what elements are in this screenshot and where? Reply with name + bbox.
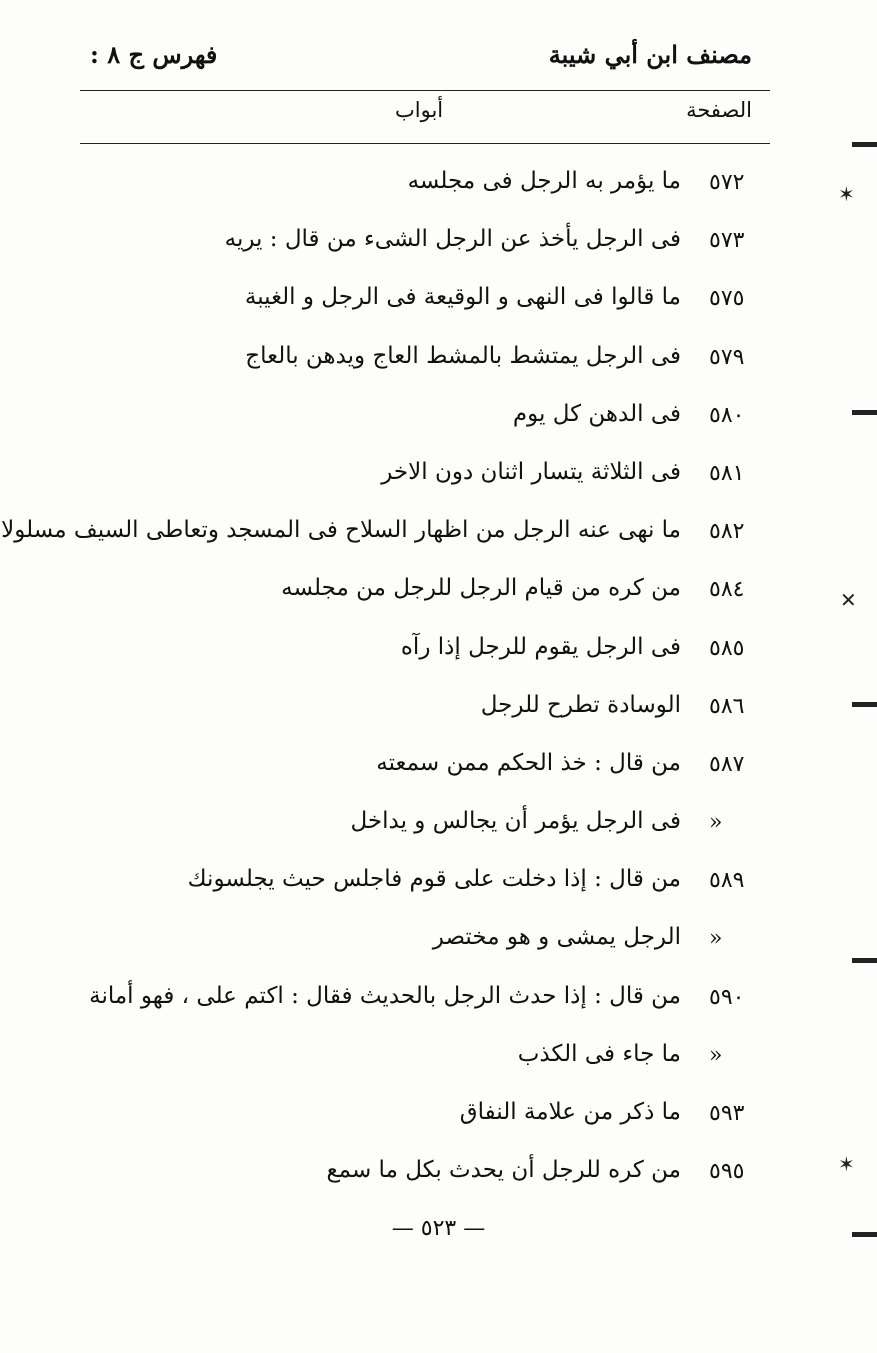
column-heading-chapters: أبواب bbox=[395, 98, 444, 122]
column-heading-rule bbox=[80, 143, 770, 144]
page-number-footer: — ٥٢٣ — bbox=[391, 1216, 486, 1241]
index-entry bbox=[0, 858, 877, 916]
entry-page-number: ٥٨١ bbox=[709, 460, 745, 486]
entry-page-number: ٥٨٢ bbox=[709, 519, 745, 545]
index-entry bbox=[0, 1149, 877, 1207]
margin-mark bbox=[852, 142, 877, 147]
margin-star-mark: ✶ bbox=[838, 1152, 855, 1176]
entry-page-number: ٥٨٩ bbox=[709, 868, 745, 894]
index-entry bbox=[0, 800, 877, 858]
margin-mark bbox=[852, 410, 877, 415]
index-entry bbox=[0, 218, 877, 276]
entry-title: فى الرجل يمتشط بالمشط العاج ويدهن بالعاج bbox=[245, 342, 681, 369]
index-entry bbox=[0, 742, 877, 800]
index-entry bbox=[0, 626, 877, 684]
entry-page-number: ٥٨٠ bbox=[709, 402, 745, 428]
index-entry bbox=[0, 451, 877, 509]
entry-page-number: ٥٨٦ bbox=[709, 693, 745, 719]
index-entry bbox=[0, 160, 877, 218]
index-entry bbox=[0, 684, 877, 742]
entry-title: فى الثلاثة يتسار اثنان دون الاخر bbox=[381, 458, 681, 485]
entry-title: فى الرجل يقوم للرجل إذا رآه bbox=[400, 633, 681, 660]
book-title: مصنف ابن أبي شيبة bbox=[548, 40, 752, 69]
index-entry bbox=[0, 975, 877, 1033]
entry-page-number: ٥٧٣ bbox=[709, 228, 745, 254]
entry-title: فى الدهن كل يوم bbox=[512, 400, 681, 427]
margin-star-mark: ✶ bbox=[838, 182, 855, 206]
entry-title: من قال : إذا حدث الرجل بالحديث فقال : اكتم على ، فهو أمانة bbox=[89, 982, 681, 1009]
entry-title: فى الرجل يؤمر أن يجالس و يداخل bbox=[350, 808, 681, 835]
entry-page-number: ٥٨٤ bbox=[709, 577, 745, 603]
entry-title: الوسادة تطرح للرجل bbox=[480, 691, 681, 718]
index-entry bbox=[0, 1033, 877, 1091]
entry-title: ما يؤمر به الرجل فى مجلسه bbox=[407, 168, 681, 194]
entry-title: من قال : خذ الحكم ممن سمعته bbox=[376, 749, 681, 776]
index-volume-label: فهرس ج ٨ : bbox=[90, 40, 218, 69]
entry-title: ما قالوا فى النهى و الوقيعة فى الرجل و الغيبة bbox=[244, 284, 681, 311]
entry-title: من قال : إذا دخلت على قوم فاجلس حيث يجلسونك bbox=[187, 866, 681, 893]
entry-ditto-mark: « bbox=[709, 926, 723, 952]
entry-ditto-mark: « bbox=[709, 1042, 723, 1068]
entry-page-number: ٥٨٥ bbox=[709, 635, 745, 661]
column-heading-page: الصفحة bbox=[686, 98, 752, 122]
index-entry bbox=[0, 335, 877, 393]
entry-page-number: ٥٨٧ bbox=[709, 751, 745, 777]
entry-title: ما نهى عنه الرجل من اظهار السلاح فى المسجد وتعاطى السيف مسلولا bbox=[1, 517, 681, 544]
entry-title: ما ذكر من علامة النفاق bbox=[459, 1099, 681, 1125]
entry-title: ما جاء فى الكذب bbox=[517, 1040, 681, 1067]
index-entry bbox=[0, 509, 877, 567]
index-entry bbox=[0, 916, 877, 974]
entry-title: الرجل يمشى و هو مختصر bbox=[432, 924, 681, 951]
margin-star-mark: ✕ bbox=[840, 588, 857, 612]
entry-page-number: ٥٩٥ bbox=[709, 1159, 745, 1185]
index-entry bbox=[0, 1091, 877, 1149]
entry-page-number: ٥٧٢ bbox=[709, 170, 745, 195]
margin-mark bbox=[852, 702, 877, 707]
index-entries bbox=[0, 160, 877, 1207]
entry-title: من كره للرجل أن يحدث بكل ما سمع bbox=[326, 1157, 681, 1184]
index-entry bbox=[0, 567, 877, 625]
entry-page-number: ٥٩٣ bbox=[709, 1101, 745, 1126]
entry-title: فى الرجل يأخذ عن الرجل الشىء من قال : يريه bbox=[224, 226, 681, 253]
margin-mark bbox=[852, 958, 877, 963]
entry-page-number: ٥٧٩ bbox=[709, 344, 745, 370]
margin-mark bbox=[852, 1232, 877, 1237]
entry-title: من كره من قيام الرجل للرجل من مجلسه bbox=[281, 575, 681, 602]
entry-page-number: ٥٩٠ bbox=[709, 984, 745, 1010]
index-entry bbox=[0, 276, 877, 334]
entry-ditto-mark: « bbox=[709, 810, 723, 836]
entry-page-number: ٥٧٥ bbox=[709, 286, 745, 312]
header-rule bbox=[80, 90, 770, 91]
index-entry bbox=[0, 393, 877, 451]
